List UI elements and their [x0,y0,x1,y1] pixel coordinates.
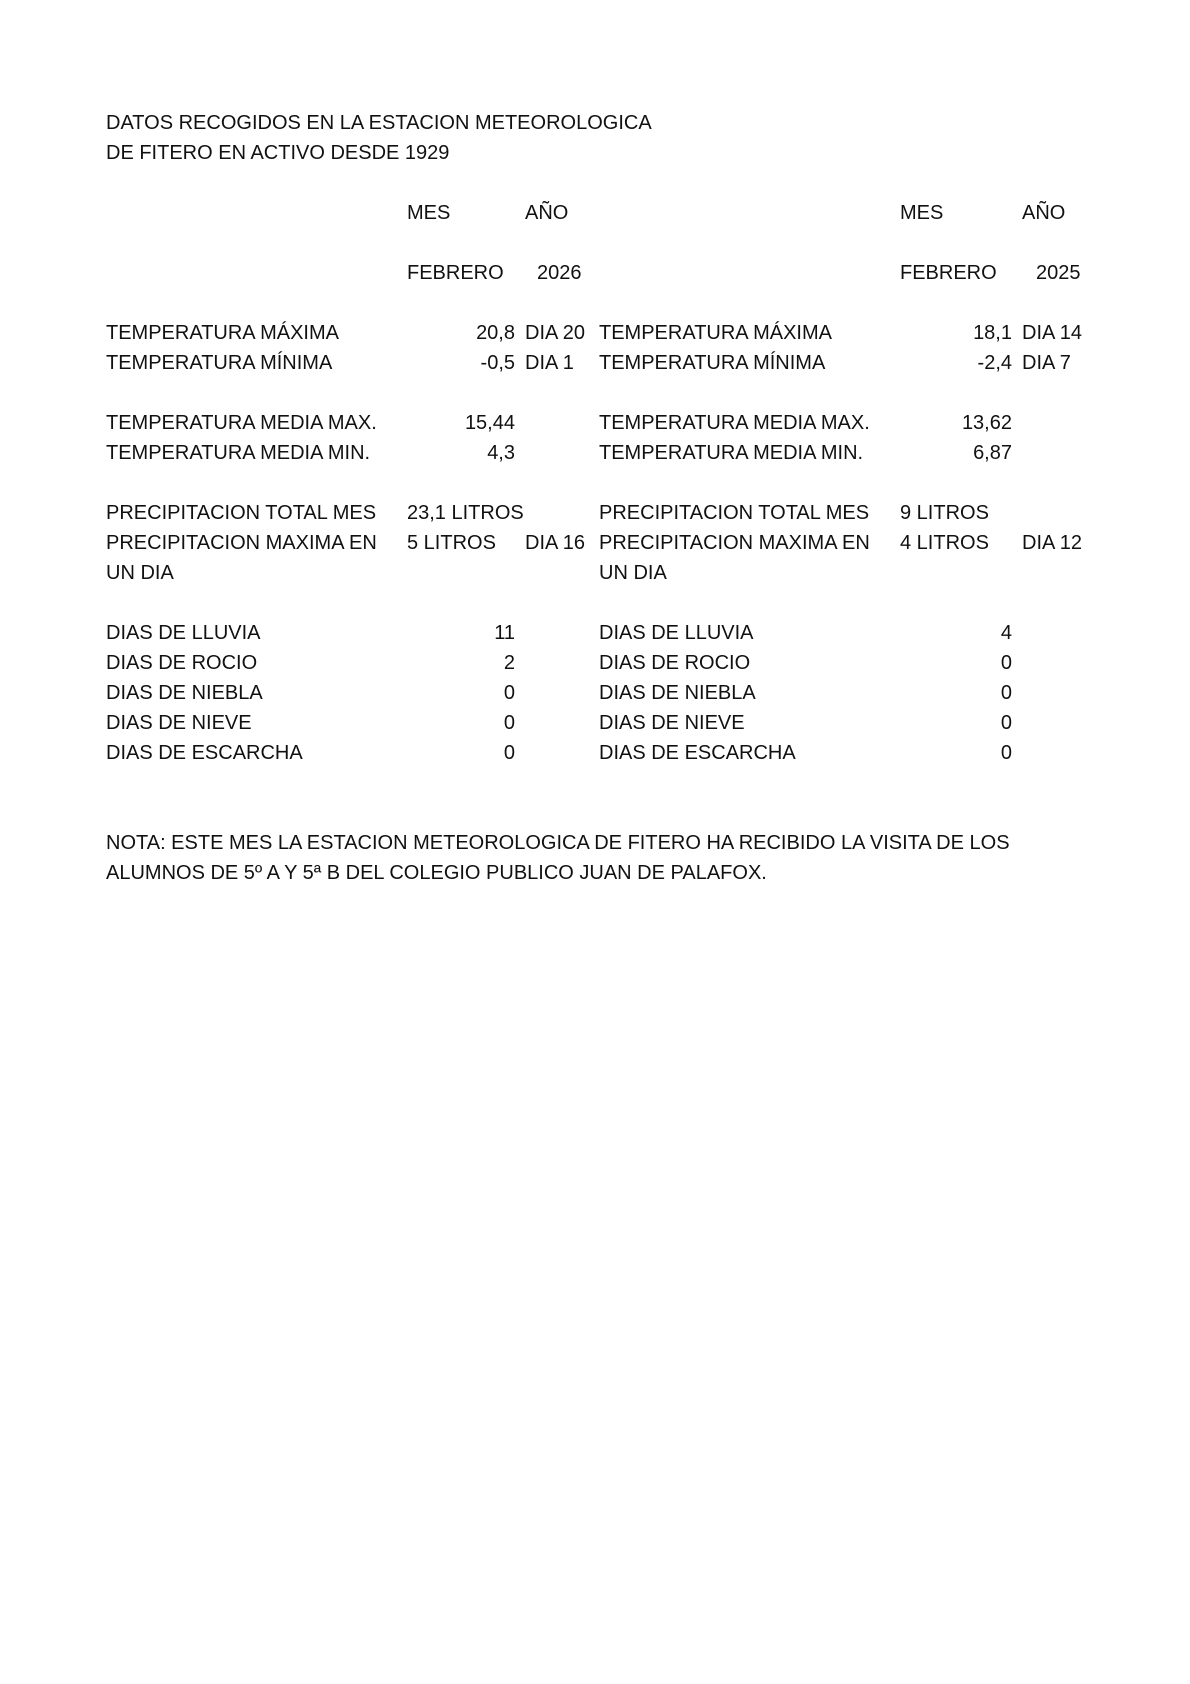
right-year: 2025 [1036,262,1081,284]
right-days-rocio-label: DIAS DE ROCIO [599,652,751,674]
right-temp-max-label: TEMPERATURA MÁXIMA [599,322,832,344]
right-days-escarcha-value: 0 [1000,742,1012,764]
left-ano-header: AÑO [525,202,569,224]
left-days-nieve-value: 0 [503,712,515,734]
right-ano-header: AÑO [1022,202,1066,224]
title-line-2: DE FITERO EN ACTIVO DESDE 1929 [106,142,450,164]
right-temp-media-min-value: 6,87 [973,442,1012,464]
left-year: 2026 [537,262,582,284]
left-month: FEBRERO [407,262,504,284]
left-days-nieve-label: DIAS DE NIEVE [106,712,252,734]
left-temp-min-label: TEMPERATURA MÍNIMA [106,352,333,374]
left-precip-total-value: 23,1 LITROS [407,502,524,524]
right-precip-max-label-1: PRECIPITACION MAXIMA EN [599,532,870,554]
left-temp-min-value: -0,5 [480,352,515,374]
left-days-escarcha-value: 0 [503,742,515,764]
right-days-escarcha-label: DIAS DE ESCARCHA [599,742,796,764]
left-days-niebla-label: DIAS DE NIEBLA [106,682,263,704]
right-temp-max-value: 18,1 [973,322,1012,344]
right-temp-max-day: DIA 14 [1022,322,1083,344]
note-line-2: ALUMNOS DE 5º A Y 5ª B DEL COLEGIO PUBLICO JUAN DE PALAFOX. [106,862,767,884]
left-precip-total-label: PRECIPITACION TOTAL MES [106,502,377,524]
left-temp-max-value: 20,8 [476,322,515,344]
right-precip-total-label: PRECIPITACION TOTAL MES [599,502,870,524]
right-days-niebla-value: 0 [1000,682,1012,704]
right-days-nieve-label: DIAS DE NIEVE [599,712,745,734]
left-precip-max-value: 5 LITROS [407,532,496,554]
left-temp-max-label: TEMPERATURA MÁXIMA [106,322,339,344]
left-temp-media-min-label: TEMPERATURA MEDIA MIN. [106,442,371,464]
right-precip-max-value: 4 LITROS [900,532,989,554]
right-temp-min-day: DIA 7 [1022,352,1071,374]
right-temp-min-value: -2,4 [977,352,1012,374]
right-temp-min-label: TEMPERATURA MÍNIMA [599,352,826,374]
left-days-rocio-label: DIAS DE ROCIO [106,652,258,674]
right-precip-total-value: 9 LITROS [900,502,989,524]
note-line-1: NOTA: ESTE MES LA ESTACION METEOROLOGICA DE FITERO HA RECIBIDO LA VISITA DE LOS [106,832,1010,854]
title-line-1: DATOS RECOGIDOS EN LA ESTACION METEOROLOGICA [106,112,652,134]
left-temp-media-max-value: 15,44 [464,412,515,434]
right-days-lluvia-value: 4 [1000,622,1012,644]
left-mes-header: MES [407,202,451,224]
left-temp-media-max-label: TEMPERATURA MEDIA MAX. [106,412,377,434]
right-temp-media-max-value: 13,62 [961,412,1012,434]
left-precip-max-label-2: UN DIA [106,562,174,584]
left-days-lluvia-label: DIAS DE LLUVIA [106,622,261,644]
right-days-niebla-label: DIAS DE NIEBLA [599,682,756,704]
right-temp-media-min-label: TEMPERATURA MEDIA MIN. [599,442,864,464]
right-precip-max-day: DIA 12 [1022,532,1083,554]
left-days-rocio-value: 2 [503,652,515,674]
left-days-escarcha-label: DIAS DE ESCARCHA [106,742,303,764]
left-temp-media-min-value: 4,3 [487,442,515,464]
right-mes-header: MES [900,202,944,224]
left-days-lluvia-value: 11 [494,622,515,644]
left-precip-max-day: DIA 16 [525,532,586,554]
right-month: FEBRERO [900,262,997,284]
left-temp-max-day: DIA 20 [525,322,586,344]
left-precip-max-label-1: PRECIPITACION MAXIMA EN [106,532,377,554]
right-temp-media-max-label: TEMPERATURA MEDIA MAX. [599,412,870,434]
right-days-nieve-value: 0 [1000,712,1012,734]
right-precip-max-label-2: UN DIA [599,562,667,584]
left-days-niebla-value: 0 [503,682,515,704]
right-days-lluvia-label: DIAS DE LLUVIA [599,622,754,644]
right-days-rocio-value: 0 [1000,652,1012,674]
left-temp-min-day: DIA 1 [525,352,574,374]
